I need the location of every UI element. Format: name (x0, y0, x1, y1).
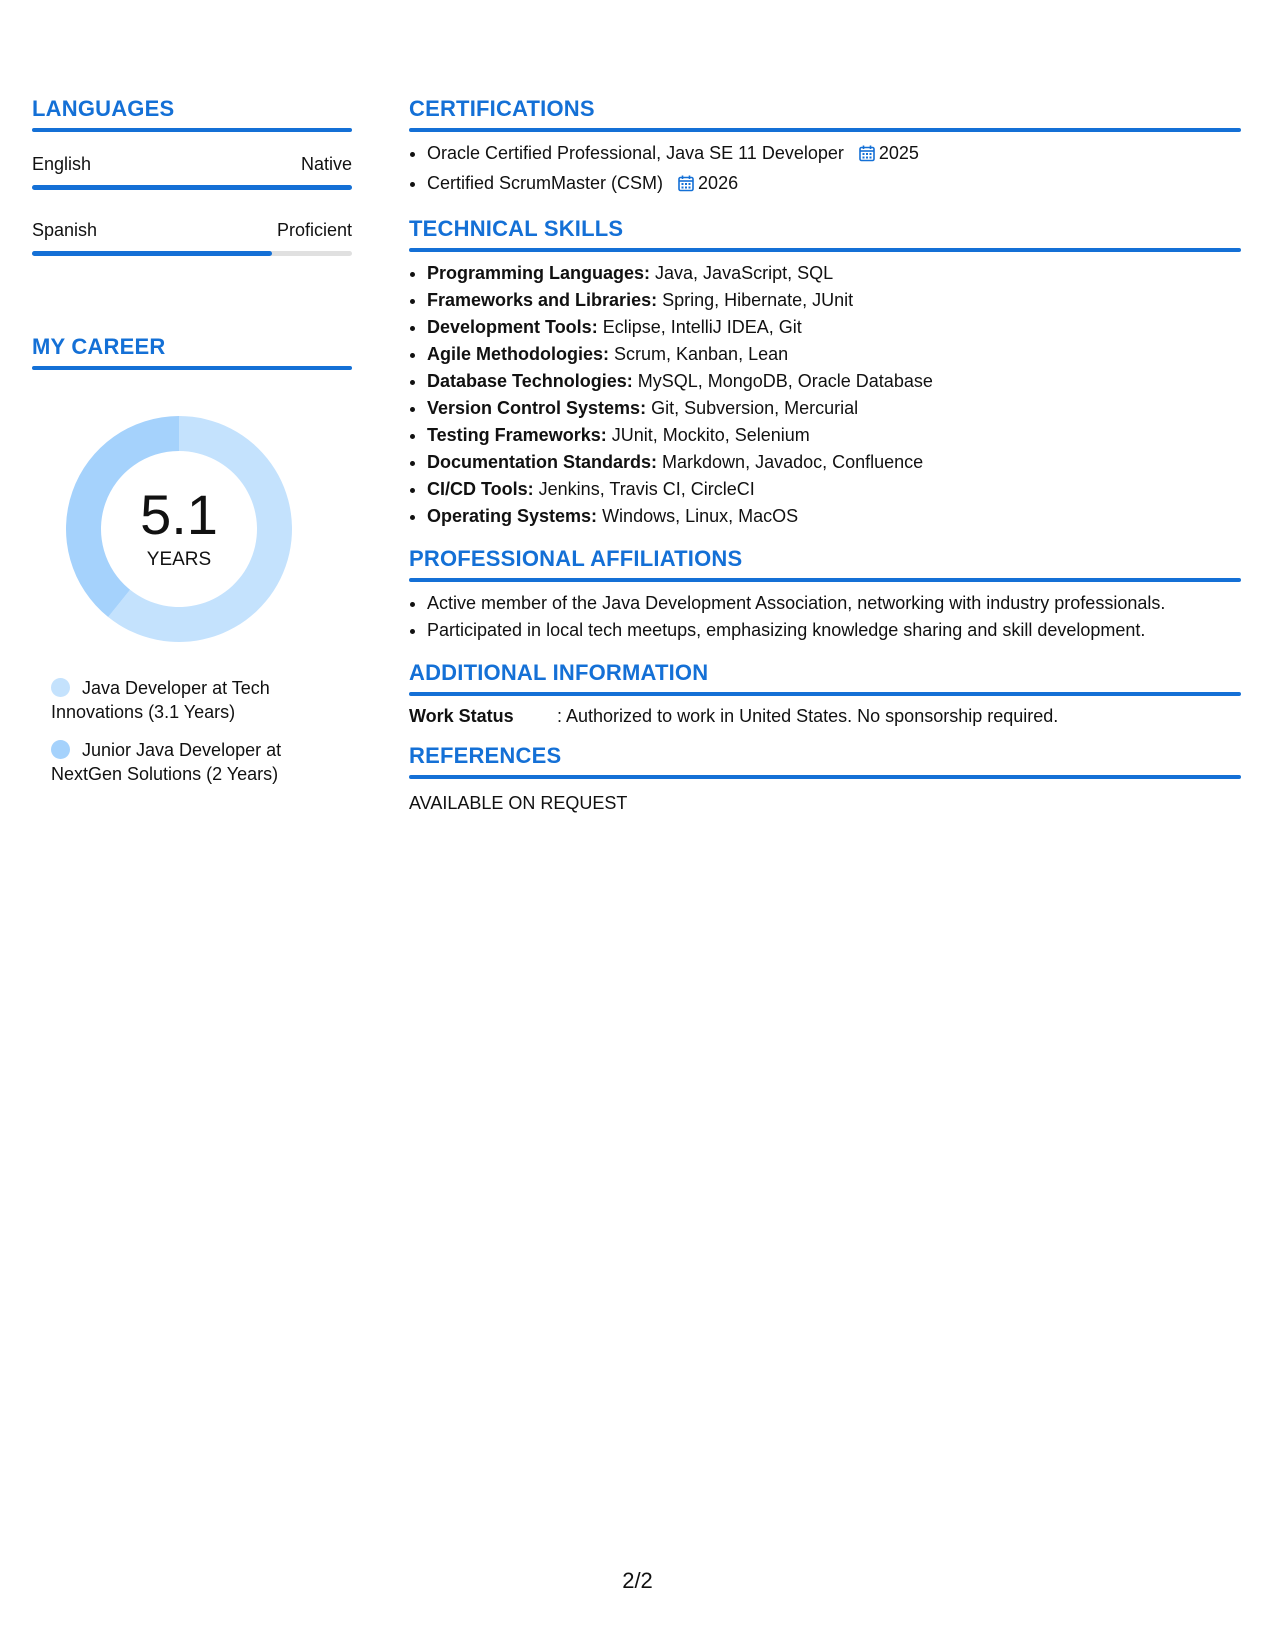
skill-item (427, 422, 1241, 449)
skill-item (427, 260, 1241, 287)
legend-label: Java Developer at Tech Innovations (3.1 Years) (51, 678, 270, 722)
legend-item (51, 738, 311, 786)
certifications-title: CERTIFICATIONS (409, 96, 595, 121)
certifications-list (409, 140, 1241, 200)
skill-category: Operating Systems: (427, 506, 598, 526)
languages-title: LANGUAGES (32, 96, 175, 121)
technical-skills-title: TECHNICAL SKILLS (409, 216, 624, 241)
work-status-value: : Authorized to work in United States. No sponsorship required. (557, 706, 1059, 726)
language-name: English (32, 154, 92, 174)
legend-dot-icon (51, 678, 70, 697)
affiliations-section (409, 542, 1241, 644)
page-number: 2/2 (622, 1568, 653, 1593)
technical-skills-list (409, 260, 1241, 530)
skill-category: Programming Languages: (427, 263, 651, 283)
skill-values: Jenkins, Travis CI, CircleCI (533, 479, 755, 499)
right-column (409, 92, 1241, 826)
career-total-years: 5.1 (140, 483, 218, 546)
certification-year: 2025 (878, 143, 919, 163)
legend-dot-icon (51, 740, 70, 759)
legend-item (51, 676, 311, 724)
career-title: MY CAREER (32, 334, 166, 359)
skill-category: Frameworks and Libraries: (427, 290, 658, 310)
technical-skills-section (409, 212, 1241, 530)
career-section (32, 330, 352, 786)
skill-values: Java, JavaScript, SQL (650, 263, 834, 283)
career-total-unit: YEARS (146, 549, 212, 570)
skill-category: Version Control Systems: (427, 398, 647, 418)
certification-item (427, 140, 1241, 170)
skill-values: MySQL, MongoDB, Oracle Database (632, 371, 933, 391)
skill-item (427, 314, 1241, 341)
career-rule (32, 366, 352, 370)
work-status-label: Work Status (409, 706, 514, 726)
certifications-section (409, 92, 1241, 200)
affiliation-item: • Participated in local tech meetups, emphasizing knowledge sharing and skill development. (427, 617, 1241, 644)
technical-skills-rule (409, 248, 1241, 252)
skill-values: Scrum, Kanban, Lean (609, 344, 789, 364)
language-proficiency-bar (32, 251, 352, 256)
certifications-rule (409, 128, 1241, 132)
language-item-spanish (32, 220, 352, 256)
additional-info-section (409, 656, 1241, 727)
additional-info-rule (409, 692, 1241, 696)
skill-category: Agile Methodologies: (427, 344, 609, 364)
language-item-english (32, 154, 352, 190)
language-name: Spanish (32, 220, 98, 240)
skill-item (427, 368, 1241, 395)
skill-item (427, 341, 1241, 368)
affiliation-item: • Active member of the Java Development Association, networking with industry professionals. (427, 590, 1241, 617)
skill-category: Documentation Standards: (427, 452, 658, 472)
skill-values: Windows, Linux, MacOS (597, 506, 799, 526)
language-level: Native (300, 154, 352, 174)
skill-category: Database Technologies: (427, 371, 633, 391)
references-section (409, 739, 1241, 814)
languages-rule (32, 128, 352, 132)
certification-year: 2026 (698, 173, 739, 193)
skill-item (427, 287, 1241, 314)
career-donut-chart (66, 416, 292, 642)
calendar-icon (678, 173, 694, 200)
language-proficiency-bar (32, 185, 352, 190)
work-status-row (409, 706, 1241, 727)
calendar-icon (859, 143, 875, 170)
references-text: AVAILABLE ON REQUEST (409, 793, 628, 813)
skill-category: CI/CD Tools: (427, 479, 534, 499)
skill-item (427, 449, 1241, 476)
skill-item (427, 476, 1241, 503)
affiliations-title: PROFESSIONAL AFFILIATIONS (409, 546, 743, 571)
language-level: Proficient (276, 220, 352, 240)
references-rule (409, 775, 1241, 779)
skill-values: Spring, Hibernate, JUnit (657, 290, 854, 310)
skill-item (427, 395, 1241, 422)
donut-center (66, 416, 292, 642)
references-title: REFERENCES (409, 743, 562, 768)
certification-name: Certified ScrumMaster (CSM) (427, 173, 664, 193)
skill-values: Git, Subversion, Mercurial (646, 398, 859, 418)
language-proficiency-fill (32, 251, 272, 256)
skill-category: Development Tools: (427, 317, 598, 337)
affiliations-rule (409, 578, 1241, 582)
language-proficiency-fill (32, 185, 352, 190)
left-column (32, 92, 352, 800)
languages-section (32, 92, 352, 256)
skill-item (427, 503, 1241, 530)
affiliations-list (409, 590, 1241, 644)
legend-label: Junior Java Developer at NextGen Solutions (2 Years) (51, 740, 282, 784)
skill-category: Testing Frameworks: (427, 425, 607, 445)
skill-values: JUnit, Mockito, Selenium (606, 425, 810, 445)
certification-name: Oracle Certified Professional, Java SE 11 Developer (427, 143, 844, 163)
additional-info-title: ADDITIONAL INFORMATION (409, 660, 709, 685)
skill-values: Markdown, Javadoc, Confluence (657, 452, 924, 472)
career-legend (51, 676, 311, 786)
certification-item (427, 170, 1241, 200)
skill-values: Eclipse, IntelliJ IDEA, Git (597, 317, 802, 337)
